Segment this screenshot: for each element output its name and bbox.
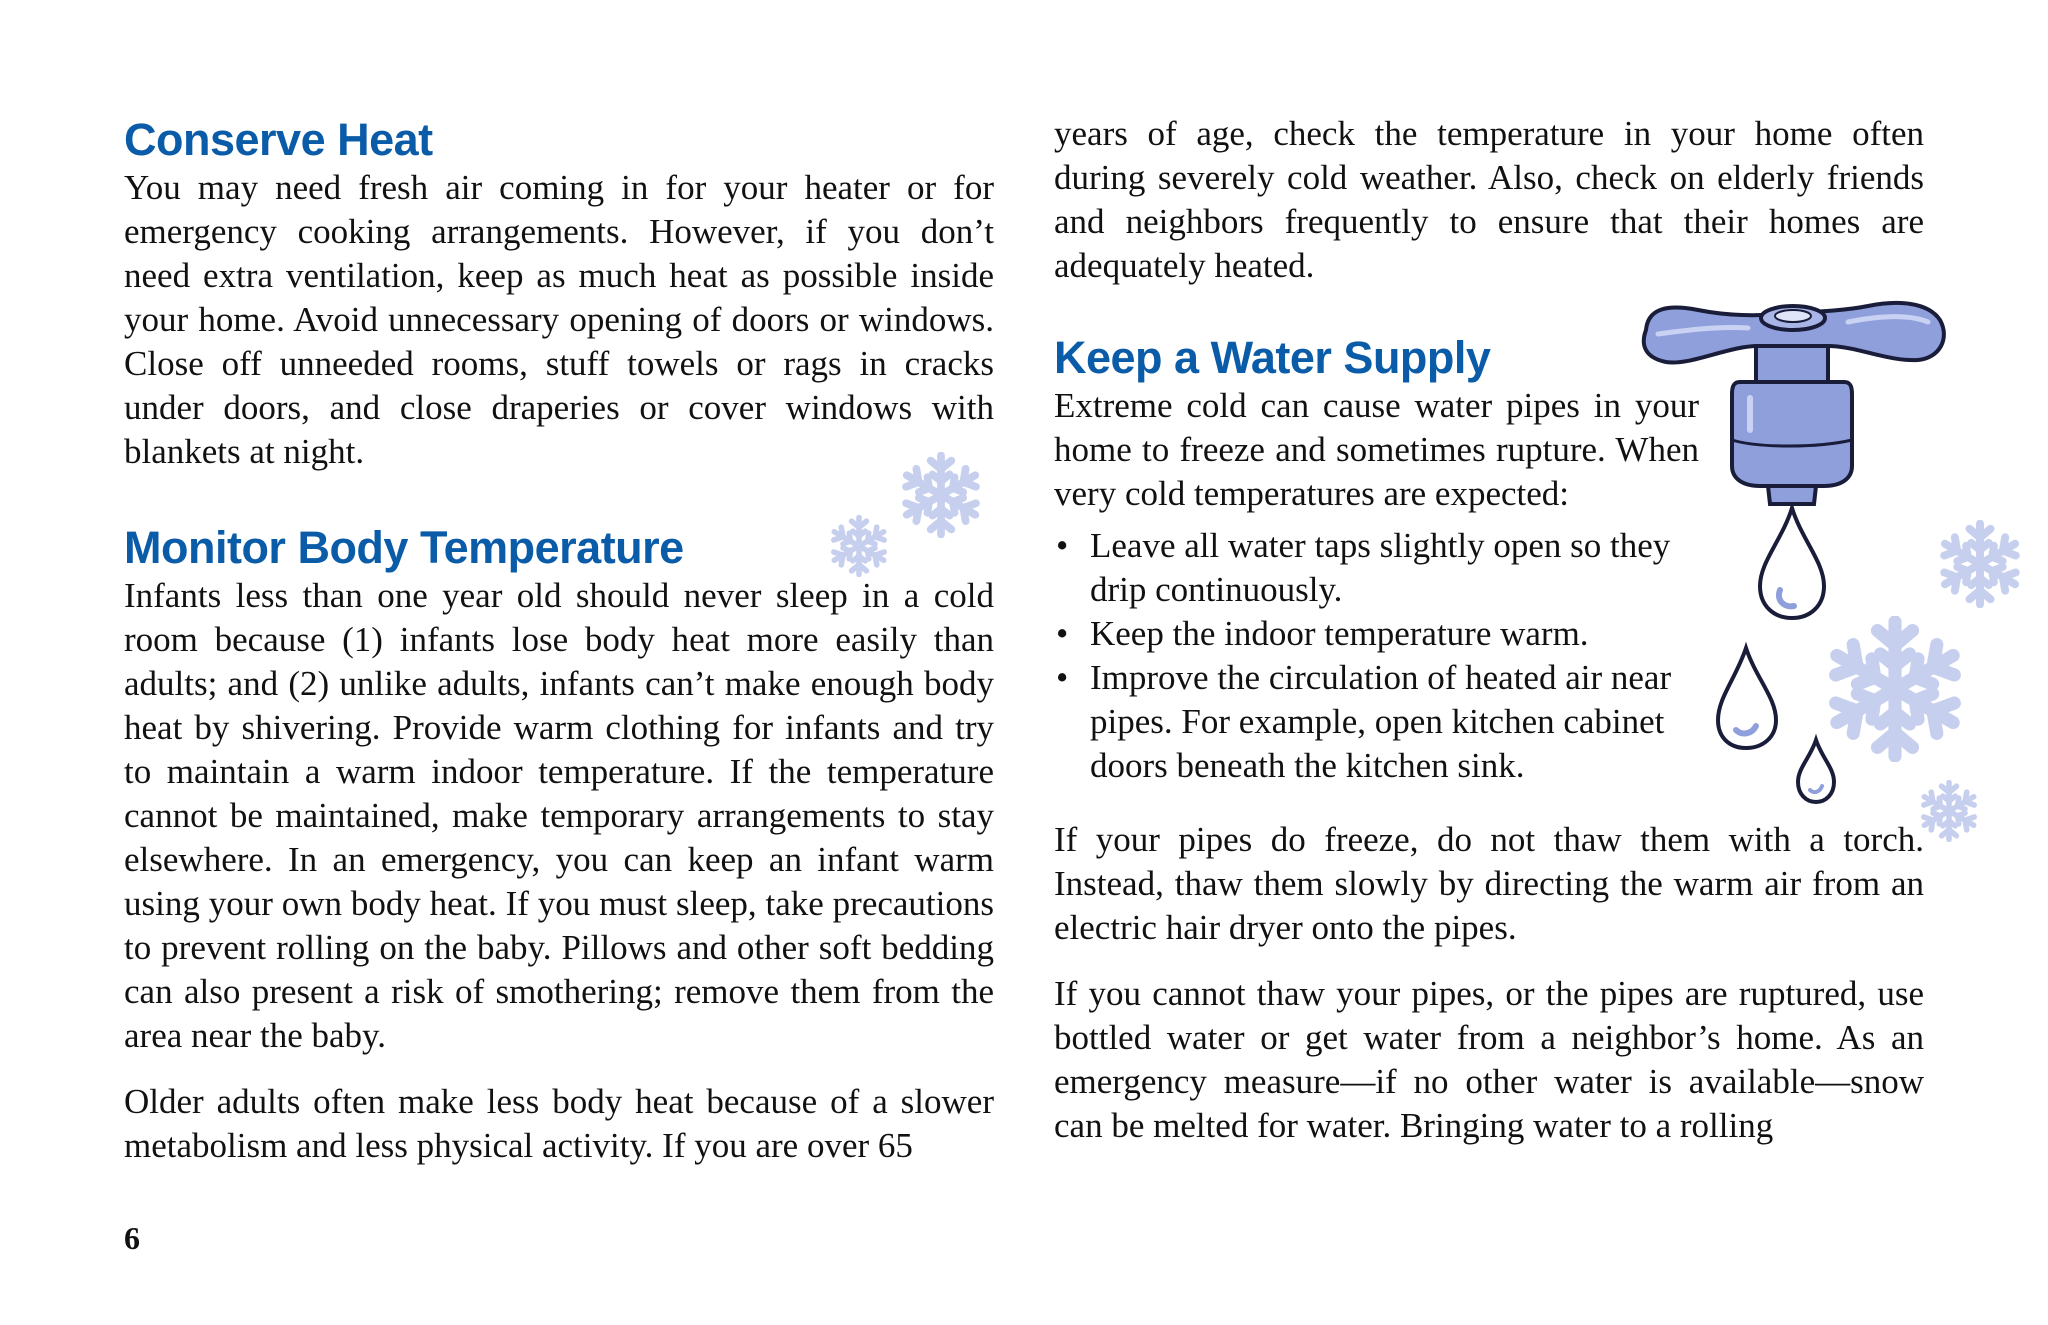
bullet-icon: • [1056, 658, 1069, 697]
water-drop-icon [1760, 508, 1824, 618]
faucet-icon [1628, 290, 1958, 810]
paragraph-infants: Infants less than one year old should never sleep in a cold room because (1) infants lose body heat more easily than adults; and (2) unlike adults, infants can’t make enough body heat by shivering. Provide warm clothing for infants and try to maintain a warm indoor temperature. If the temperature cannot be maintained, make temporary arrangements to stay elsewhere. In an emergency, you can keep an infant warm using your own body heat. If you must sleep, take precautions to prevent rolling on the baby. Pillows and other soft bedding can also present a risk of smothering; remove them from the area near the baby. [124, 576, 994, 1055]
bullet-icon: • [1056, 614, 1069, 653]
list-item: • Improve the circulation of heated air near pipes. For example, open kitchen cabinet doors beneath the kitchen sink. [1056, 658, 1672, 785]
heading-monitor-body-temperature: Monitor Body Temperature [124, 522, 684, 573]
paragraph-extreme-cold: Extreme cold can cause water pipes in your home to freeze and sometimes rupture. When very cold temperatures are expected: [1054, 386, 1699, 513]
page-number: 6 [124, 1220, 140, 1256]
bullet-icon: • [1056, 526, 1069, 565]
snowflake-icon [898, 452, 984, 538]
list-item: • Leave all water taps slightly open so they drip continuously. [1056, 526, 1671, 609]
paragraph-ruptured-pipes: If you cannot thaw your pipes, or the pipes are ruptured, use bottled water or get water from a neighbor’s home. As an emergency measure—if no other water is available—snow can be melted for water. Bringing water to a rolling [1054, 974, 1924, 1145]
list-item: • Keep the indoor temperature warm. [1054, 612, 1699, 656]
paragraph-older-adults-continued: years of age, check the temperature in your home often during severely cold weather. Also, check on elderly friends and neighbors frequently to ensure that their homes are adequately heated. [1054, 114, 1924, 285]
snowflake-icon [828, 515, 890, 577]
paragraph-older-adults: Older adults often make less body heat because of a slower metabolism and less physical activity. If you are over 65 [124, 1082, 994, 1165]
paragraph-conserve-heat: You may need fresh air coming in for your heater or for emergency cooking arrangements. However, if you don’t need extra ventilation, keep as much heat as possible inside your home. Avoid unnecessary opening of doors or windows. Close off unneeded rooms, stuff towels or rags in cracks under doors, and close draperies or cover windows with blankets at night. [124, 168, 994, 471]
water-tips-list [1054, 524, 1699, 788]
left-column [124, 112, 994, 1168]
heading-keep-water-supply: Keep a Water Supply [1054, 332, 1491, 383]
heading-conserve-heat: Conserve Heat [124, 114, 433, 165]
paragraph-thaw-pipes: If your pipes do freeze, do not thaw them with a torch. Instead, thaw them slowly by directing the warm air from an electric hair dryer onto the pipes. [1054, 820, 1924, 947]
